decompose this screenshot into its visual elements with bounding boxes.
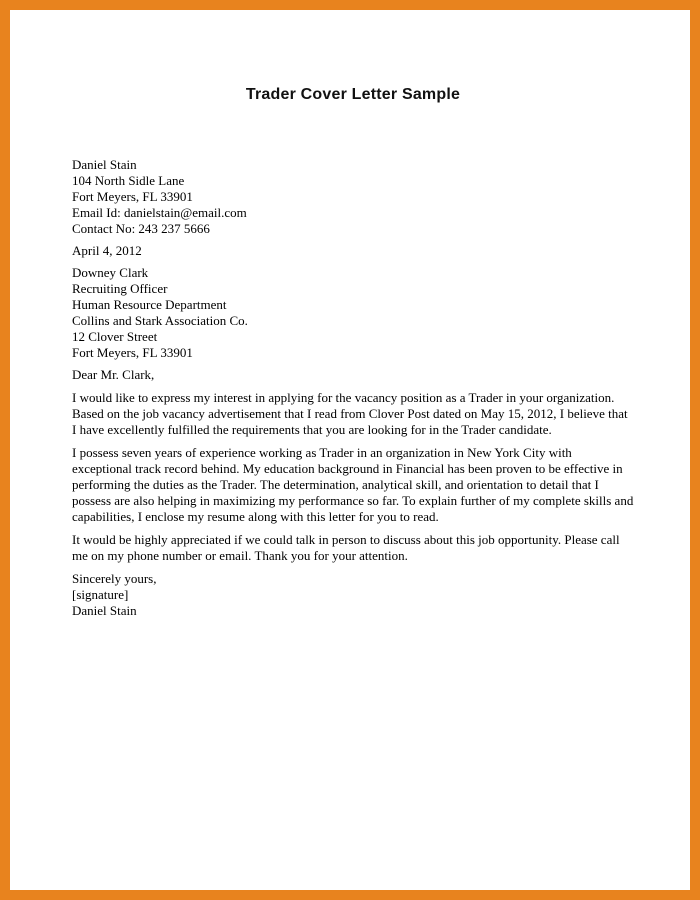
recipient-city: Fort Meyers, FL 33901 xyxy=(72,345,193,360)
paragraph-closing-request: It would be highly appreciated if we could talk in person to discuss about this job opportunity. Please call me on my phone number or email. Thank you for your attention. xyxy=(72,532,620,563)
sender-phone: Contact No: 243 237 5666 xyxy=(72,221,210,236)
recipient-department: Human Resource Department xyxy=(72,297,227,312)
sender-city: Fort Meyers, FL 33901 xyxy=(72,189,193,204)
paragraph-intro: I would like to express my interest in applying for the vacancy position as a Trader in your organization. Based on the job vacancy advertisement that I read from Clover Post dated on May 15, 2012, I believe that I have excellently fulfilled the requirements that you are looking for in the Trader candidate. xyxy=(72,390,628,437)
recipient-name: Downey Clark xyxy=(72,265,149,280)
closing-block xyxy=(72,571,634,619)
paragraph-experience: I possess seven years of experience working as Trader in an organization in New York City with exceptional track record behind. My education background in Financial has been proven to be effective in performing the duties as the Trader. The determination, analytical skill, and orientation to detail that I possess are also helping in maximizing my performance so far. To explain further of my complete skills and capabilities, I enclose my resume along with this letter for you to read. xyxy=(72,445,634,524)
sender-block xyxy=(72,157,634,237)
recipient-street: 12 Clover Street xyxy=(72,329,158,344)
letter-body xyxy=(72,157,634,619)
closing-name: Daniel Stain xyxy=(72,603,137,618)
sender-email: Email Id: danielstain@email.com xyxy=(72,205,247,220)
closing-valediction: Sincerely yours, xyxy=(72,571,157,586)
recipient-title: Recruiting Officer xyxy=(72,281,168,296)
letter-date: April 4, 2012 xyxy=(72,243,142,258)
letter-page xyxy=(10,86,690,619)
sender-name: Daniel Stain xyxy=(72,157,137,172)
recipient-block xyxy=(72,265,634,361)
closing-signature: [signature] xyxy=(72,587,129,602)
sender-street: 104 North Sidle Lane xyxy=(72,173,185,188)
salutation: Dear Mr. Clark, xyxy=(72,367,155,382)
recipient-company: Collins and Stark Association Co. xyxy=(72,313,248,328)
page-title: Trader Cover Letter Sample xyxy=(245,86,461,103)
